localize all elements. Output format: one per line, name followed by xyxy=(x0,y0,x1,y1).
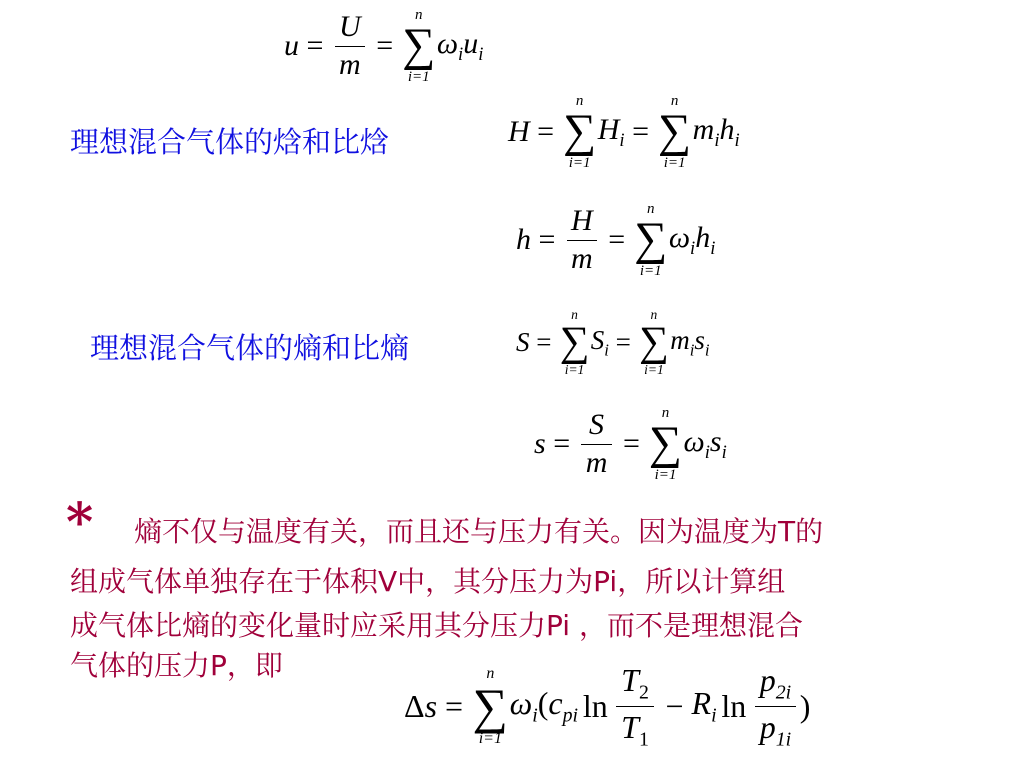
formula-specific-entropy: s = $\frac{S}{m}$ = n ∑ i=1 $\omega_is_i$ xyxy=(534,405,727,483)
asterisk-bullet: * xyxy=(66,492,94,553)
formula-enthalpy: H = n ∑ i=1 $H_i$ = n ∑ i=1 $m_ih_i$ xyxy=(508,93,740,171)
label-entropy: 理想混合气体的熵和比熵 xyxy=(90,331,410,365)
paragraph-line-4: 气体的压力P，即 xyxy=(70,649,283,682)
formula-specific-internal-energy: u = $\frac{U}{m}$ = n ∑ i=1 $\omega_iu_i$ xyxy=(284,7,484,85)
paragraph-line-3: 成气体比熵的变化量时应采用其分压力Pi ，而不是理想混合 xyxy=(70,609,803,642)
label-enthalpy: 理想混合气体的焓和比焓 xyxy=(70,125,390,159)
formula-specific-enthalpy: h = $\frac{H}{m}$ = n ∑ i=1 $\omega_ih_i$ xyxy=(516,201,716,279)
formula-entropy-change: Δs = n ∑ i=1 $\omega_i$ ($c_{pi}$ ln $\frac{T_2}{T_1}$ − $R_i$ ln $\frac{p_{2i}}{p_{1i}}$ ) xyxy=(404,662,811,750)
paragraph-line-2: 组成气体单独存在于体积V中，其分压力为Pi，所以计算组 xyxy=(70,565,786,598)
formula-entropy: S = n ∑ i=1 $S_i$ = n ∑ i=1 $m_is_i$ xyxy=(516,307,710,378)
paragraph-line-1: 熵不仅与温度有关，而且还与压力有关。因为温度为T的 xyxy=(134,515,824,548)
